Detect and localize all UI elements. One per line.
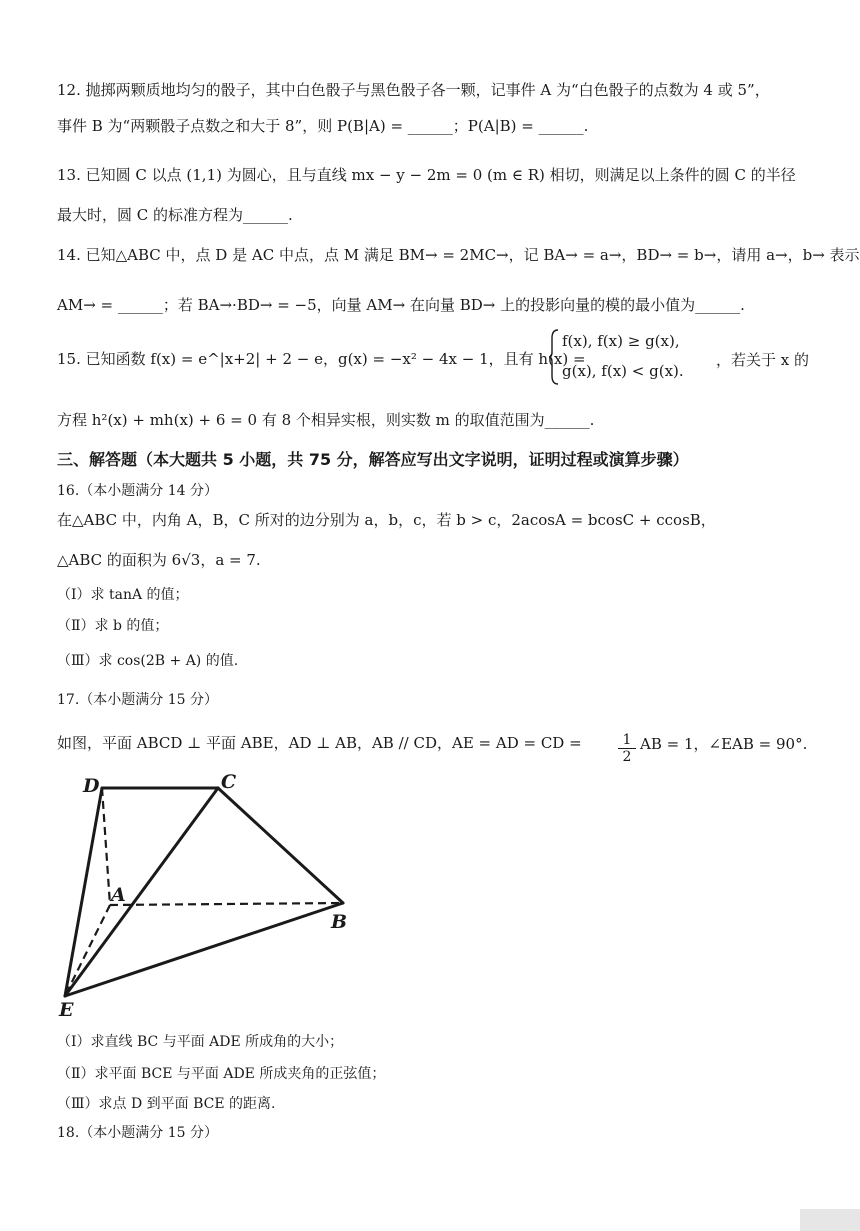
corner-watermark bbox=[800, 1209, 860, 1231]
q17-part1: （Ⅰ）求直线 BC 与平面 ADE 所成角的大小； bbox=[57, 1034, 344, 1050]
edge-cb bbox=[218, 788, 343, 903]
q15-line2: 方程 h²(x) + mh(x) + 6 = 0 有 8 个相异实根，则实数 m 的取值范围为______. bbox=[57, 411, 595, 429]
q14-line2: AM→ = ______；若 BA→·BD→ = −5，向量 AM→ 在向量 BD→ 上的投影向量的模的最小值为______. bbox=[57, 296, 745, 314]
edge-be bbox=[65, 903, 343, 996]
q15-tail: ，若关于 x 的 bbox=[716, 351, 809, 369]
label-b: B bbox=[331, 911, 348, 933]
label-d: D bbox=[83, 775, 100, 797]
edge-ed bbox=[65, 788, 102, 996]
brace-icon bbox=[548, 328, 560, 386]
q17-line1b: AB = 1，∠EAB = 90°. bbox=[640, 735, 808, 753]
q16-head: 16.（本小题满分 14 分） bbox=[57, 483, 218, 499]
q16-part2: （Ⅱ）求 b 的值； bbox=[57, 618, 169, 634]
geometry-figure bbox=[55, 768, 375, 1023]
fraction-numerator: 1 bbox=[622, 732, 632, 748]
q15-lead: 15. 已知函数 f(x) = e^|x+2| + 2 − e，g(x) = −x² − 4x − 1，且有 h(x) = bbox=[57, 350, 586, 368]
label-a: A bbox=[111, 884, 126, 906]
q17-head: 17.（本小题满分 15 分） bbox=[57, 692, 218, 708]
q16-line1: 在△ABC 中，内角 A，B，C 所对的边分别为 a，b，c，若 b > c，2acosA = bcosC + ccosB， bbox=[57, 511, 716, 529]
section3-heading: 三、解答题（本大题共 5 小题，共 75 分，解答应写出文字说明，证明过程或演算步骤） bbox=[57, 450, 689, 469]
q17-part2: （Ⅱ）求平面 BCE 与平面 ADE 所成夹角的正弦值； bbox=[57, 1066, 386, 1082]
q12-line1: 12. 抛掷两颗质地均匀的骰子，其中白色骰子与黑色骰子各一颗，记事件 A 为“白色骰子的点数为 4 或 5”， bbox=[57, 81, 770, 99]
q15-case2: g(x), f(x) < g(x). bbox=[562, 362, 684, 380]
edge-da-hidden bbox=[102, 788, 110, 905]
q16-part3: （Ⅲ）求 cos(2B + A) 的值. bbox=[57, 653, 239, 669]
edge-ab-hidden bbox=[110, 903, 343, 905]
q17-fraction bbox=[618, 732, 636, 765]
q17-part3: （Ⅲ）求点 D 到平面 BCE 的距离. bbox=[57, 1096, 276, 1112]
edge-ec bbox=[65, 788, 218, 996]
q18-head: 18.（本小题满分 15 分） bbox=[57, 1125, 218, 1141]
q16-line2: △ABC 的面积为 6√3，a = 7. bbox=[57, 551, 261, 569]
q14-line1: 14. 已知△ABC 中，点 D 是 AC 中点，点 M 满足 BM→ = 2MC→，记 BA→ = a→，BD→ = b→，请用 a→，b→ 表示 bbox=[57, 246, 860, 264]
q13-line1: 13. 已知圆 C 以点 (1,1) 为圆心，且与直线 mx − y − 2m = 0 (m ∈ R) 相切，则满足以上条件的圆 C 的半径 bbox=[57, 166, 796, 184]
q12-line2: 事件 B 为“两颗骰子点数之和大于 8”，则 P(B|A) = ______；P(A|B) = ______. bbox=[57, 117, 589, 135]
q16-part1: （Ⅰ）求 tanA 的值； bbox=[57, 587, 189, 603]
fraction-denominator: 2 bbox=[622, 749, 632, 765]
q15-case1: f(x), f(x) ≥ g(x), bbox=[562, 332, 680, 350]
q13-line2: 最大时，圆 C 的标准方程为______. bbox=[57, 206, 293, 224]
label-c: C bbox=[221, 771, 237, 793]
label-e: E bbox=[59, 999, 74, 1021]
q17-line1a: 如图，平面 ABCD ⊥ 平面 ABE，AD ⊥ AB，AB // CD，AE = AD = CD = bbox=[57, 734, 582, 752]
